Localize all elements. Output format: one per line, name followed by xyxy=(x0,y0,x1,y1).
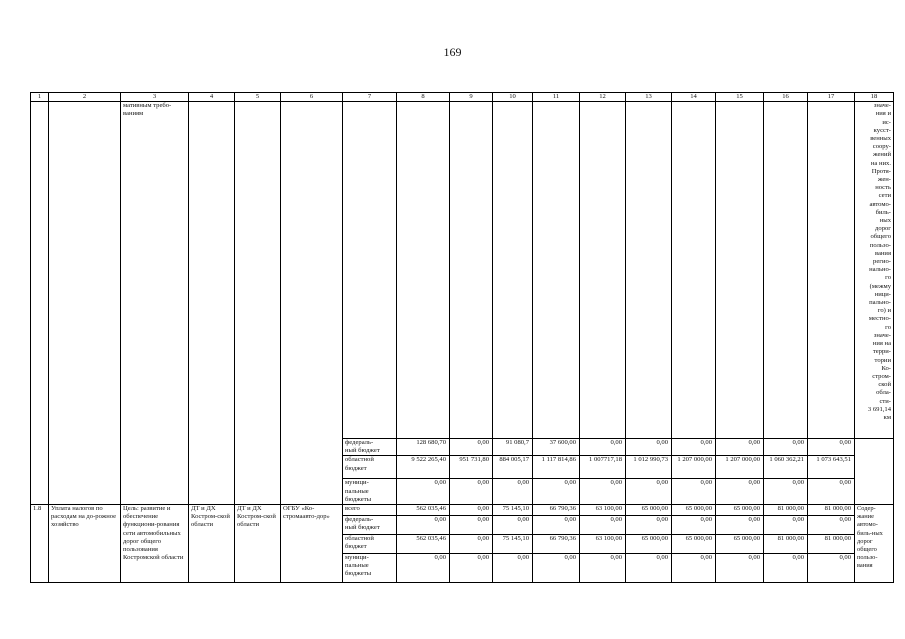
amount-cell: 1 207 000,00 xyxy=(716,456,764,479)
amount-cell: 0,00 xyxy=(626,516,672,535)
amount-cell: 0,00 xyxy=(533,554,580,583)
column-number: 10 xyxy=(493,93,533,102)
amount-cell: 0,00 xyxy=(808,479,855,505)
indicator-line: пользо- xyxy=(869,241,891,249)
column-number: 4 xyxy=(189,93,235,102)
indicator-line: го xyxy=(885,323,891,331)
indicator-line: терри- xyxy=(872,348,891,356)
indicator-line: жен- xyxy=(877,176,891,184)
column-number: 1 xyxy=(31,93,49,102)
indicator-line: (межму xyxy=(869,282,891,290)
indicator-line: 3 691,14 xyxy=(867,405,891,413)
amount-cell: 0,00 xyxy=(808,554,855,583)
column-number: 16 xyxy=(764,93,808,102)
amount-cell: 0,00 xyxy=(626,479,672,505)
amount-cell: 0,00 xyxy=(626,554,672,583)
indicator-line: Ко- xyxy=(881,364,891,372)
column-number: 8 xyxy=(397,93,450,102)
indicator-line: сти- xyxy=(879,397,891,405)
amount-cell: 1 060 362,21 xyxy=(764,456,808,479)
cell-empty xyxy=(397,102,450,439)
amount-cell: 0,00 xyxy=(808,438,855,455)
amount-cell: 0,00 xyxy=(397,516,450,535)
amount-cell: 0,00 xyxy=(716,479,764,505)
amount-cell: 0,00 xyxy=(450,505,493,516)
amount-cell: 65 000,00 xyxy=(716,505,764,516)
amount-cell: 0,00 xyxy=(626,438,672,455)
cell-empty xyxy=(808,102,855,439)
amount-cell: 0,00 xyxy=(716,438,764,455)
amount-cell: 0,00 xyxy=(764,438,808,455)
indicator-line: стром- xyxy=(872,372,891,380)
amount-cell: 75 145,10 xyxy=(493,535,533,554)
amount-cell: 951 731,80 xyxy=(450,456,493,479)
indicator-line: сети xyxy=(878,192,891,200)
item-goal: Цель: развитие и обеспечение функциони-рования сети автомобильных дорог общего пользования Костромской области xyxy=(121,505,189,583)
amount-cell: 65 000,00 xyxy=(716,535,764,554)
indicator-line: ность xyxy=(875,184,891,192)
amount-cell: 37 600,00 xyxy=(533,438,580,455)
indicator-line: ской xyxy=(878,381,891,389)
amount-cell: 0,00 xyxy=(580,479,626,505)
amount-cell: 0,00 xyxy=(533,516,580,535)
indicator-line: жений xyxy=(873,151,891,159)
table-row xyxy=(31,505,894,516)
cell-empty xyxy=(450,102,493,439)
cell-empty xyxy=(31,102,49,505)
indicator-line: ния и xyxy=(875,110,891,118)
amount-cell: 562 035,46 xyxy=(397,505,450,516)
amount-cell: 128 680,70 xyxy=(397,438,450,455)
indicator-line: биль- xyxy=(875,208,891,216)
cell-empty xyxy=(533,102,580,439)
amount-cell: 81 000,00 xyxy=(808,535,855,554)
item-name: Уплата налогов по расходам на до-рожное хозяйство xyxy=(49,505,121,583)
indicator-line: ния на xyxy=(872,340,891,348)
cell-empty xyxy=(493,102,533,439)
column-number: 2 xyxy=(49,93,121,102)
amount-cell: 0,00 xyxy=(672,516,716,535)
column-number: 7 xyxy=(343,93,397,102)
funding-source-label: муници- пальные бюджеты xyxy=(343,479,397,505)
funding-source-label: муници- пальные бюджеты xyxy=(343,554,397,583)
column-number: 3 xyxy=(121,93,189,102)
indicator-line: значе- xyxy=(873,331,891,339)
amount-cell: 91 080,7 xyxy=(493,438,533,455)
indicator-line: вания xyxy=(874,249,891,257)
indicator-line: пально- xyxy=(869,299,891,307)
cell-empty xyxy=(235,102,281,505)
indicator-line: обла- xyxy=(876,389,891,397)
amount-cell: 0,00 xyxy=(716,554,764,583)
indicator-line: го) и xyxy=(877,307,891,315)
amount-cell: 65 000,00 xyxy=(672,505,716,516)
indicator-line: соору- xyxy=(872,143,891,151)
funding-source-label: всего xyxy=(343,505,397,516)
cell-empty xyxy=(672,102,716,439)
amount-cell: 65 000,00 xyxy=(672,535,716,554)
amount-cell: 0,00 xyxy=(493,554,533,583)
amount-cell: 0,00 xyxy=(764,554,808,583)
amount-cell: 0,00 xyxy=(580,554,626,583)
funding-source-label: федераль- ный бюджет xyxy=(343,438,397,455)
cell-empty xyxy=(580,102,626,439)
indicator-line: венных xyxy=(870,135,891,143)
amount-cell: 1 207 000,00 xyxy=(672,456,716,479)
amount-cell: 66 790,36 xyxy=(533,535,580,554)
amount-cell: 0,00 xyxy=(764,479,808,505)
amount-cell: 562 035,46 xyxy=(397,535,450,554)
amount-cell: 0,00 xyxy=(450,516,493,535)
indicator-line: кусст- xyxy=(873,126,891,134)
amount-cell: 0,00 xyxy=(580,438,626,455)
amount-cell: 0,00 xyxy=(450,554,493,583)
amount-cell: 81 000,00 xyxy=(808,505,855,516)
continuation-row xyxy=(31,102,894,439)
amount-cell: 0,00 xyxy=(397,554,450,583)
amount-cell: 0,00 xyxy=(580,516,626,535)
column-number: 14 xyxy=(672,93,716,102)
funding-source-label: областной бюджет xyxy=(343,535,397,554)
amount-cell: 0,00 xyxy=(450,535,493,554)
indicator-text: Содер-жание автомо-биль-ных дорог общего пользо-вания xyxy=(855,505,894,583)
amount-cell: 1 012 990,73 xyxy=(626,456,672,479)
indicator-line: ных xyxy=(879,217,891,225)
amount-cell: 65 000,00 xyxy=(626,505,672,516)
indicator-line: общего xyxy=(870,233,891,241)
amount-cell: 0,00 xyxy=(397,479,450,505)
indicator-line: на них. xyxy=(870,159,891,167)
indicator-line: Протя- xyxy=(871,167,891,175)
indicator-line: значе- xyxy=(873,102,891,110)
indicator-line: ис- xyxy=(882,118,891,126)
column-number: 11 xyxy=(533,93,580,102)
column-number: 15 xyxy=(716,93,764,102)
responsible-body: ДТ и ДХ Костром-ской области xyxy=(189,505,235,583)
amount-cell: 63 100,00 xyxy=(580,505,626,516)
cell-empty xyxy=(281,102,343,505)
indicator-line: автомо- xyxy=(869,200,891,208)
amount-cell: 0,00 xyxy=(672,438,716,455)
amount-cell: 9 522 265,40 xyxy=(397,456,450,479)
column-number: 18 xyxy=(855,93,894,102)
cell-empty xyxy=(626,102,672,439)
amount-cell: 0,00 xyxy=(533,479,580,505)
cell-empty xyxy=(716,102,764,439)
amount-cell: 0,00 xyxy=(493,516,533,535)
amount-cell: 1 073 643,51 xyxy=(808,456,855,479)
amount-cell: 66 790,36 xyxy=(533,505,580,516)
column-number: 9 xyxy=(450,93,493,102)
header-row xyxy=(31,93,894,102)
amount-cell: 75 145,10 xyxy=(493,505,533,516)
indicator-line: ници- xyxy=(874,290,891,298)
column-number: 12 xyxy=(580,93,626,102)
funding-source-label: федераль- ный бюджет xyxy=(343,516,397,535)
amount-cell: 0,00 xyxy=(764,516,808,535)
indicator-line: тории xyxy=(874,356,891,364)
indicator-text xyxy=(855,102,894,439)
column-number: 17 xyxy=(808,93,855,102)
amount-cell: 0,00 xyxy=(450,438,493,455)
item-number: 1.8 xyxy=(31,505,49,583)
cell-empty xyxy=(49,102,121,505)
indicator-line: км xyxy=(883,413,891,421)
amount-cell: 884 005,17 xyxy=(493,456,533,479)
page-number: 169 xyxy=(443,45,462,59)
column-number: 5 xyxy=(235,93,281,102)
cell-empty xyxy=(343,102,397,439)
amount-cell: 1 117 814,86 xyxy=(533,456,580,479)
amount-cell: 0,00 xyxy=(493,479,533,505)
amount-cell: 81 000,00 xyxy=(764,535,808,554)
amount-cell: 81 000,00 xyxy=(764,505,808,516)
cell-empty xyxy=(855,438,894,504)
amount-cell: 0,00 xyxy=(808,516,855,535)
indicator-line: нально- xyxy=(869,266,891,274)
column-number: 13 xyxy=(626,93,672,102)
column-number: 6 xyxy=(281,93,343,102)
executor-body: ОГБУ «Ко-стромаавто-дор» xyxy=(281,505,343,583)
indicator-line: местно- xyxy=(868,315,891,323)
funding-source-label: областной бюджет xyxy=(343,456,397,479)
customer-body: ДТ и ДХ Костром-ской области xyxy=(235,505,281,583)
cell-empty xyxy=(764,102,808,439)
amount-cell: 1 007717,18 xyxy=(580,456,626,479)
amount-cell: 0,00 xyxy=(716,516,764,535)
indicator-line: регио- xyxy=(873,258,891,266)
budget-table xyxy=(30,92,894,583)
indicator-line: го xyxy=(885,274,891,282)
cell-empty xyxy=(189,102,235,505)
amount-cell: 63 100,00 xyxy=(580,535,626,554)
indicator-line: дорог xyxy=(875,225,891,233)
amount-cell: 0,00 xyxy=(672,479,716,505)
amount-cell: 65 000,00 xyxy=(626,535,672,554)
amount-cell: 0,00 xyxy=(450,479,493,505)
amount-cell: 0,00 xyxy=(672,554,716,583)
requirement-text: мативным требо- ваниям xyxy=(121,102,189,505)
